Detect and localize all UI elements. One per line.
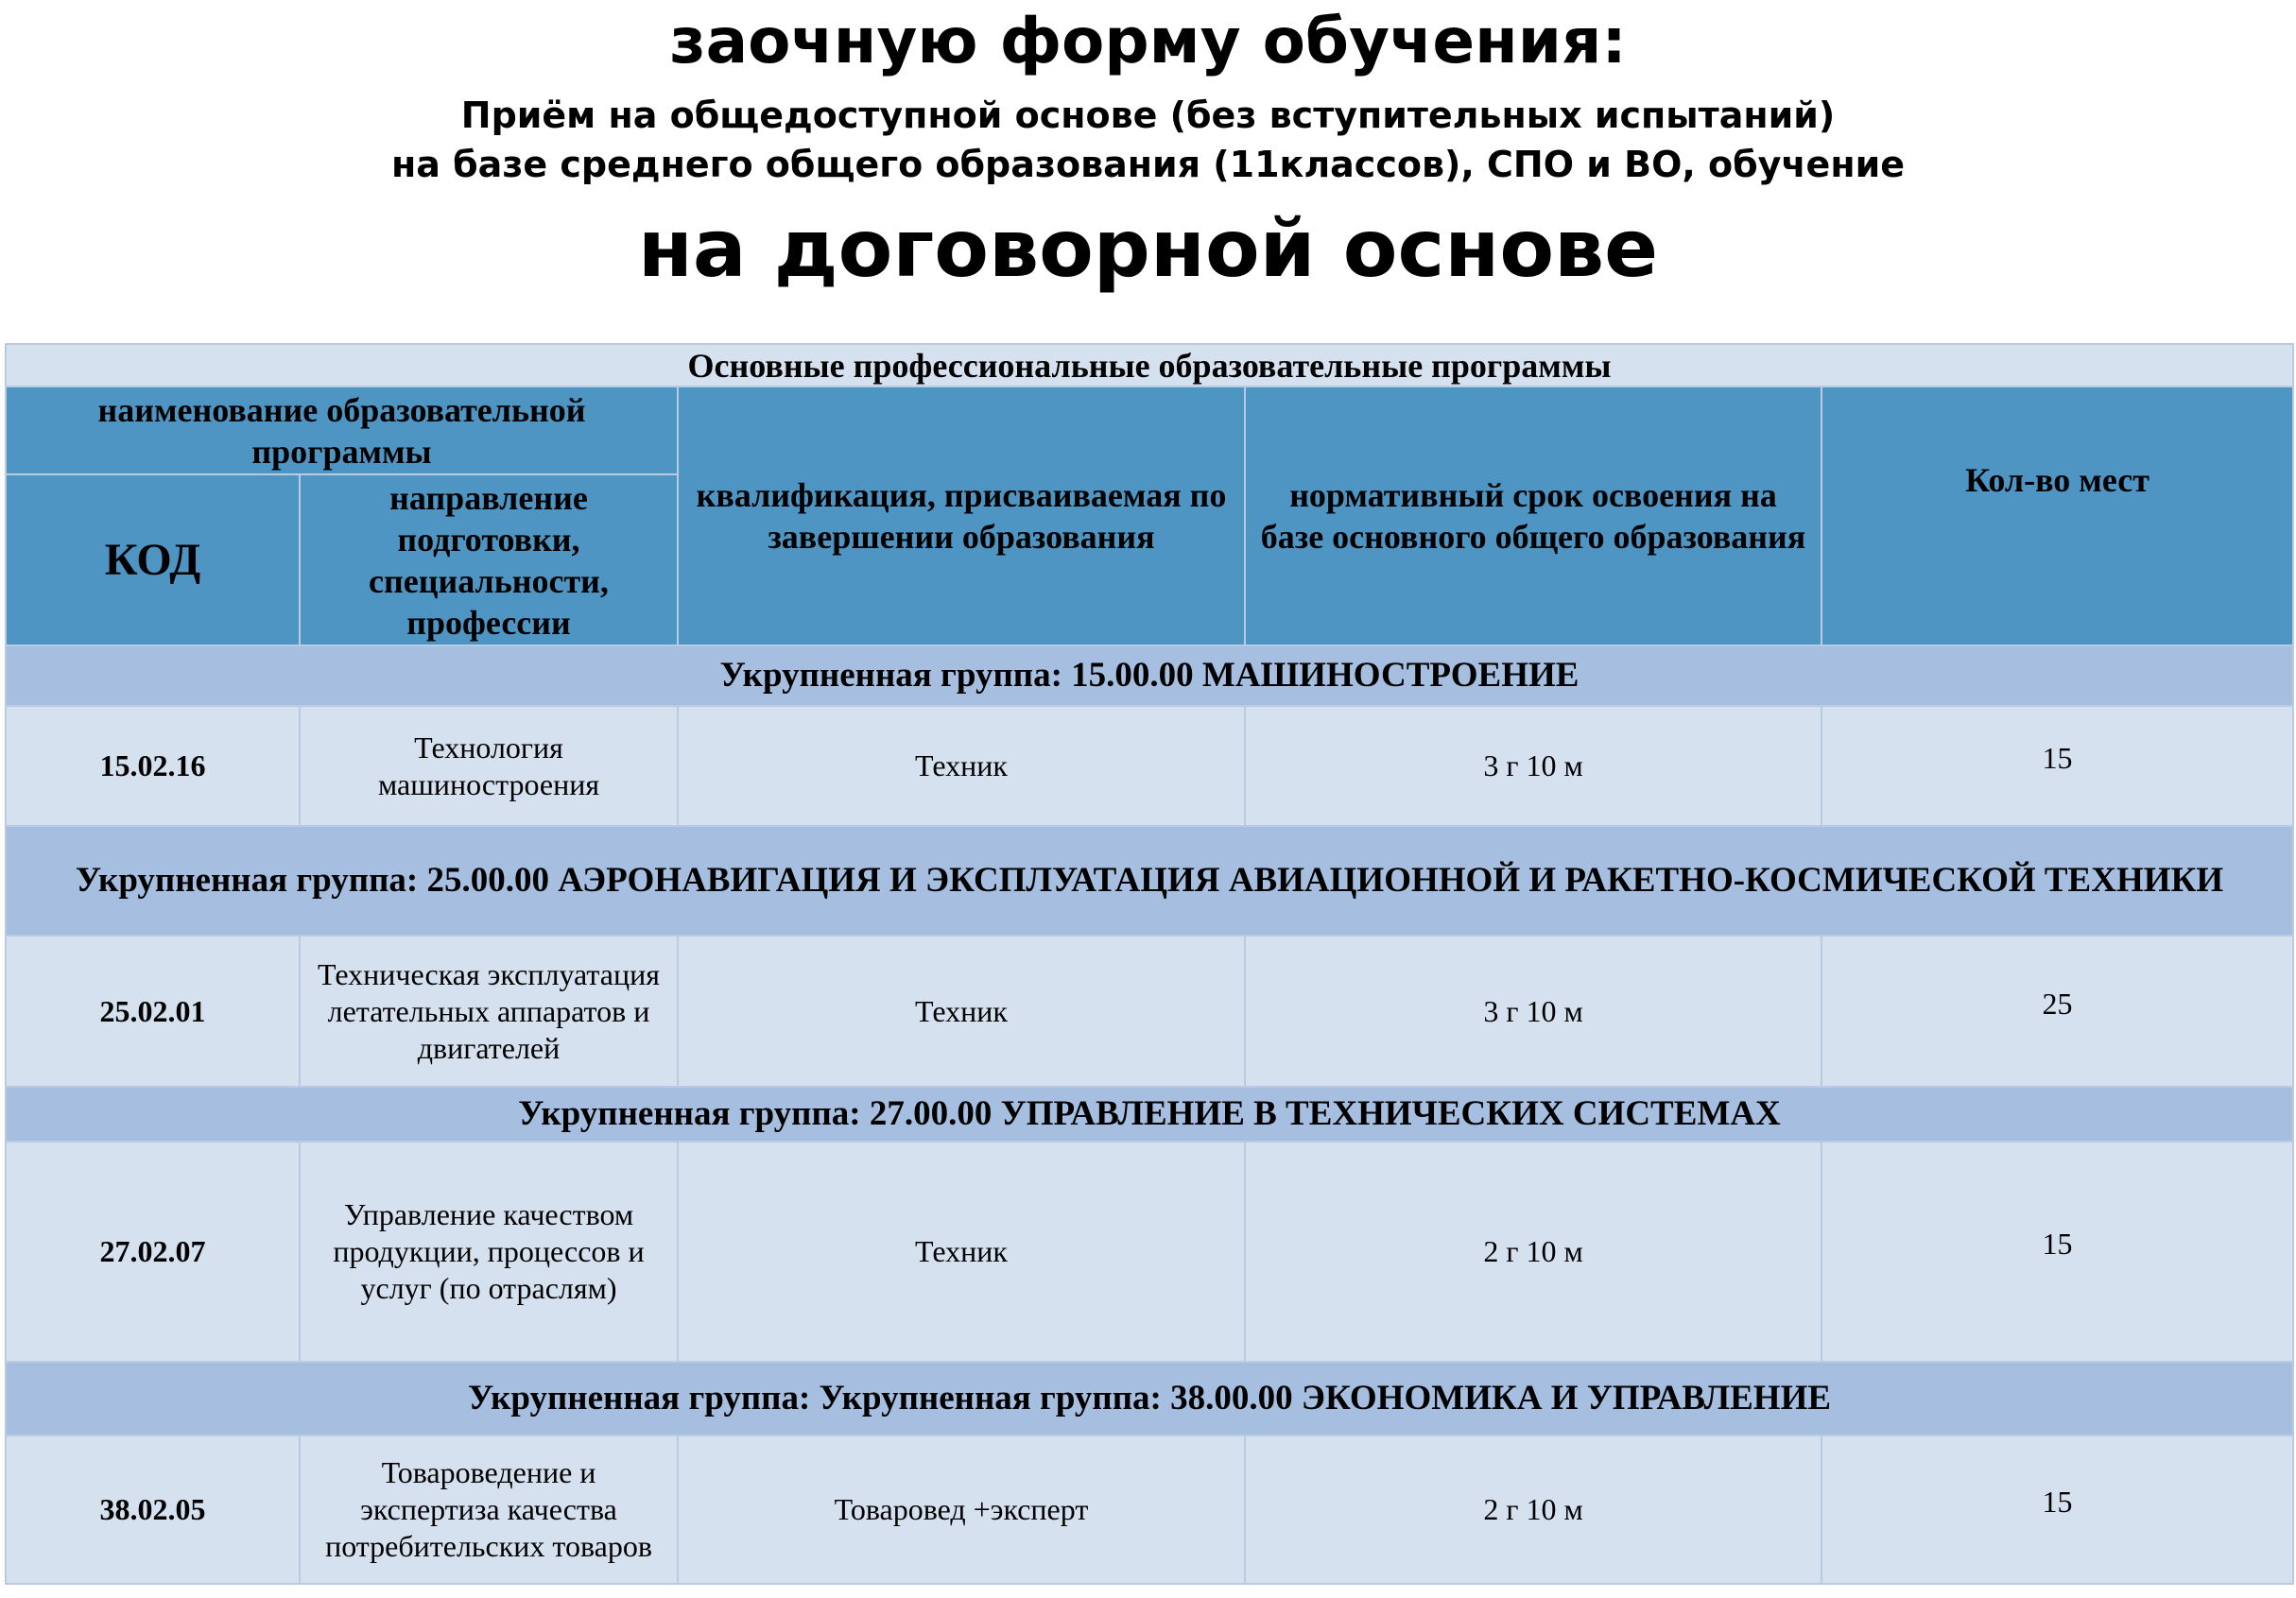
column-header-program-name: наименование образовательной программы [6,387,678,474]
table-row [6,1435,2293,1584]
heading-admission-line1: Приём на общедоступной основе (без вступительных испытаний) [460,95,1836,136]
program-qualification: Техник [678,1142,1245,1362]
program-direction: Товароведение и экспертиза качества потребительских товаров [300,1435,678,1584]
group-title: Укрупненная группа: Укрупненная группа: 38.00.00 ЭКОНОМИКА И УПРАВЛЕНИЕ [6,1362,2293,1435]
group-title: Укрупненная группа: 27.00.00 УПРАВЛЕНИЕ В ТЕХНИЧЕСКИХ СИСТЕМАХ [6,1087,2293,1142]
program-qualification: Товаровед +эксперт [678,1435,1245,1584]
programs-table [5,343,2294,1585]
program-direction: Управление качеством продукции, процессов и услуг (по отраслям) [300,1142,678,1362]
table-row [6,1142,2293,1362]
group-title: Укрупненная группа: 25.00.00 АЭРОНАВИГАЦИЯ И ЭКСПЛУАТАЦИЯ АВИАЦИОННОЙ И РАКЕТНО-КОСМИЧЕСКОЙ ТЕХНИКИ [6,826,2293,936]
program-term: 2 г 10 м [1245,1435,1821,1584]
group-title: Укрупненная группа: 15.00.00 МАШИНОСТРОЕНИЕ [6,645,2293,706]
table-row [6,706,2293,826]
program-code: 25.02.01 [6,936,300,1087]
group-row-25 [6,826,2293,936]
header-row-top [6,387,2293,474]
program-places [1821,1142,2293,1362]
heading-admission-basis [0,91,2296,189]
program-places-value: 25 [2042,986,2073,1021]
program-term: 2 г 10 м [1245,1142,1821,1362]
table-row [6,936,2293,1087]
program-places-value: 15 [2042,1485,2073,1519]
program-qualification: Техник [678,706,1245,826]
program-qualification: Техник [678,936,1245,1087]
program-places [1821,706,2293,826]
table-title: Основные профессиональные образовательные программы [6,344,2293,387]
heading-form-of-study: заочную форму обучения: [669,5,1627,77]
group-row-15 [6,645,2293,706]
column-header-code: КОД [6,474,300,645]
program-code: 15.02.16 [6,706,300,826]
program-direction: Технология машиностроения [300,706,678,826]
heading-admission-line2: на базе среднего общего образования (11классов), СПО и ВО, обучение [391,144,1905,185]
program-code: 38.02.05 [6,1435,300,1584]
program-places-value: 15 [2042,741,2073,775]
program-places [1821,936,2293,1087]
program-term: 3 г 10 м [1245,936,1821,1087]
program-places-value: 15 [2042,1227,2073,1261]
program-term: 3 г 10 м [1245,706,1821,826]
program-code: 27.02.07 [6,1142,300,1362]
group-row-38 [6,1362,2293,1435]
column-header-qualification: квалификация, присваиваемая по завершении образования [678,387,1245,645]
program-direction: Техническая эксплуатация летательных аппаратов и двигателей [300,936,678,1087]
heading-contract-basis: на договорной основе [637,202,1659,295]
group-row-27 [6,1087,2293,1142]
column-header-places [1821,387,2293,645]
program-places [1821,1435,2293,1584]
column-header-term: нормативный срок освоения на базе основного общего образования [1245,387,1821,645]
table-title-row [6,344,2293,387]
column-header-direction: направление подготовки, специальности, профессии [300,474,678,645]
column-header-places-label: Кол-во мест [1965,461,2149,499]
